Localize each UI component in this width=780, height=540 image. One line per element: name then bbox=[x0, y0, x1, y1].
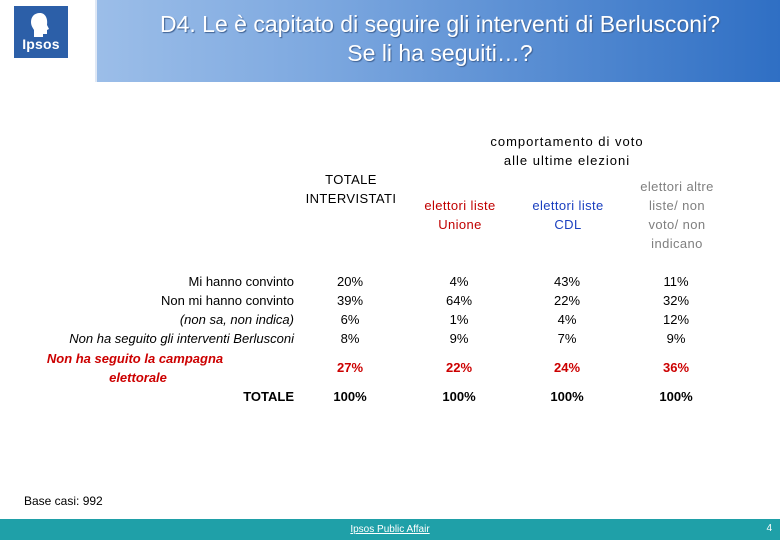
table-cell: 11% bbox=[663, 274, 689, 289]
footer-bar bbox=[0, 519, 780, 540]
table-cell: 4% bbox=[449, 274, 469, 289]
table-cell: 6% bbox=[340, 312, 360, 327]
page-title bbox=[110, 10, 770, 68]
table-cell: 100% bbox=[659, 389, 693, 404]
table-cell: 100% bbox=[442, 389, 476, 404]
column-header-line: voto/ non bbox=[648, 217, 706, 232]
table-cell: 22% bbox=[553, 293, 581, 308]
row-label-totale: TOTALE bbox=[243, 389, 294, 404]
table-cell: 22% bbox=[445, 360, 473, 375]
table-cell: 100% bbox=[550, 389, 584, 404]
column-header-line: CDL bbox=[554, 217, 582, 232]
header-banner bbox=[0, 0, 780, 82]
footer-link[interactable]: Ipsos Public Affair bbox=[350, 524, 430, 535]
base-note: Base casi: 992 bbox=[24, 494, 103, 508]
head-profile-icon bbox=[29, 12, 51, 38]
table-cell: 36% bbox=[662, 360, 690, 375]
column-header-cdl bbox=[513, 196, 623, 234]
table-cell: 100% bbox=[333, 389, 367, 404]
column-header-unione bbox=[405, 196, 515, 234]
table-cell: 64% bbox=[445, 293, 473, 308]
table-cell: 43% bbox=[553, 274, 581, 289]
group-header-line-1: comportamento di voto bbox=[490, 134, 644, 149]
group-header bbox=[452, 132, 682, 170]
table-cell: 12% bbox=[662, 312, 690, 327]
table-cell: 24% bbox=[553, 360, 581, 375]
row-label-non-convinto: Non mi hanno convinto bbox=[161, 293, 294, 308]
table-cell: 9% bbox=[449, 331, 469, 346]
row-label-non-sa: (non sa, non indica) bbox=[179, 312, 294, 327]
column-header-line: elettori liste bbox=[532, 198, 604, 213]
table-cell: 8% bbox=[340, 331, 360, 346]
row-label-convinto: Mi hanno convinto bbox=[188, 274, 294, 289]
table-cell: 20% bbox=[336, 274, 364, 289]
table-cell: 32% bbox=[662, 293, 690, 308]
logo-area bbox=[0, 0, 95, 82]
title-line-1: D4. Le è capitato di seguire gli interventi di Berlusconi? bbox=[160, 11, 720, 37]
column-header-line: indicano bbox=[651, 236, 703, 251]
column-header-line: INTERVISTATI bbox=[305, 191, 397, 206]
table-cell: 9% bbox=[666, 331, 686, 346]
column-header-altre bbox=[622, 177, 732, 253]
table-cell: 4% bbox=[557, 312, 577, 327]
column-header-line: TOTALE bbox=[325, 172, 377, 187]
title-line-2: Se li ha seguiti…? bbox=[347, 40, 533, 66]
column-header-line: liste/ non bbox=[648, 198, 706, 213]
column-header-line: Unione bbox=[438, 217, 482, 232]
logo-text: Ipsos bbox=[22, 36, 60, 52]
row-label-non-seguito-campagna bbox=[10, 349, 260, 387]
table-cell: 39% bbox=[336, 293, 364, 308]
group-header-line-2: alle ultime elezioni bbox=[503, 153, 631, 168]
table-cell: 1% bbox=[449, 312, 469, 327]
row-label-line: Non ha seguito la campagna bbox=[46, 351, 224, 366]
table-cell: 7% bbox=[557, 331, 577, 346]
header-divider bbox=[95, 0, 97, 82]
table-cell: 27% bbox=[336, 360, 364, 375]
ipsos-logo[interactable] bbox=[14, 6, 68, 58]
column-header-totale bbox=[296, 170, 406, 208]
column-header-line: elettori liste bbox=[424, 198, 496, 213]
row-label-non-seguito-interventi: Non ha seguito gli interventi Berlusconi bbox=[69, 331, 294, 346]
column-header-line: elettori altre bbox=[640, 179, 714, 194]
row-label-line: elettorale bbox=[109, 370, 167, 385]
page-number: 4 bbox=[766, 523, 772, 534]
